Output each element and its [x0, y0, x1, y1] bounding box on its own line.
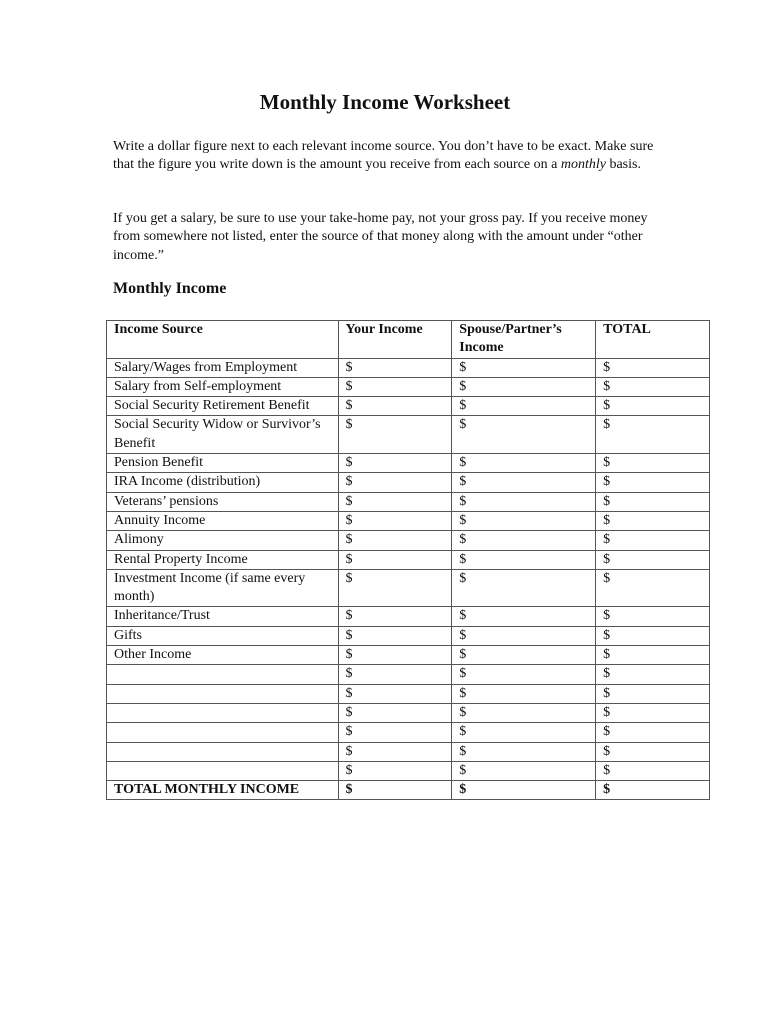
spouse-income-field[interactable]: $	[452, 569, 596, 607]
spouse-income-field[interactable]: $	[452, 511, 596, 530]
table-row	[107, 684, 710, 703]
total-row	[107, 781, 710, 800]
header-your-income: Your Income	[338, 321, 452, 359]
your-income-field[interactable]: $	[338, 377, 452, 396]
your-income-field[interactable]: $	[338, 646, 452, 665]
row-total-field[interactable]: $	[596, 703, 710, 722]
your-income-field[interactable]: $	[338, 723, 452, 742]
your-income-field[interactable]: $	[338, 761, 452, 780]
header-income-source: Income Source	[107, 321, 339, 359]
income-source-cell: Salary from Self-employment	[107, 377, 339, 396]
income-source-cell: Veterans’ pensions	[107, 492, 339, 511]
income-source-cell	[107, 742, 339, 761]
intro-text-start: Write a dollar figure next to each relevant income source. You don’t have to be exact. Make sure that the figure you write down is the amount you receive from each source on a	[113, 139, 654, 173]
spouse-income-field[interactable]: $	[452, 742, 596, 761]
spouse-income-field[interactable]: $	[452, 550, 596, 569]
table-row	[107, 397, 710, 416]
your-income-field[interactable]: $	[338, 607, 452, 626]
your-income-field[interactable]: $	[338, 473, 452, 492]
spouse-income-field[interactable]: $	[452, 646, 596, 665]
spouse-income-field[interactable]: $	[452, 684, 596, 703]
row-total-field[interactable]: $	[596, 358, 710, 377]
spouse-income-field[interactable]: $	[452, 607, 596, 626]
your-income-field[interactable]: $	[338, 511, 452, 530]
income-source-cell: IRA Income (distribution)	[107, 473, 339, 492]
spouse-income-field[interactable]: $	[452, 416, 596, 454]
income-source-cell: Pension Benefit	[107, 454, 339, 473]
spouse-income-field[interactable]: $	[452, 397, 596, 416]
income-source-cell	[107, 684, 339, 703]
row-total-field[interactable]: $	[596, 550, 710, 569]
your-income-field[interactable]: $	[338, 358, 452, 377]
your-income-field[interactable]: $	[338, 550, 452, 569]
your-income-field[interactable]: $	[338, 569, 452, 607]
your-income-field[interactable]: $	[338, 397, 452, 416]
row-total-field[interactable]: $	[596, 723, 710, 742]
your-income-field[interactable]: $	[338, 665, 452, 684]
row-total-field[interactable]: $	[596, 377, 710, 396]
total-label: TOTAL MONTHLY INCOME	[107, 781, 339, 800]
table-row	[107, 492, 710, 511]
grand-total-field[interactable]: $	[596, 781, 710, 800]
row-total-field[interactable]: $	[596, 569, 710, 607]
spouse-income-field[interactable]: $	[452, 473, 596, 492]
income-source-cell: Annuity Income	[107, 511, 339, 530]
spouse-income-field[interactable]: $	[452, 358, 596, 377]
table-row	[107, 626, 710, 645]
row-total-field[interactable]: $	[596, 626, 710, 645]
spouse-income-field[interactable]: $	[452, 665, 596, 684]
table-row	[107, 377, 710, 396]
your-income-field[interactable]: $	[338, 492, 452, 511]
income-source-cell: Alimony	[107, 531, 339, 550]
spouse-income-field[interactable]: $	[452, 761, 596, 780]
row-total-field[interactable]: $	[596, 761, 710, 780]
income-source-cell	[107, 723, 339, 742]
table-row	[107, 742, 710, 761]
your-income-field[interactable]: $	[338, 703, 452, 722]
your-income-field[interactable]: $	[338, 454, 452, 473]
section-heading: Monthly Income	[113, 280, 227, 297]
income-source-cell	[107, 665, 339, 684]
row-total-field[interactable]: $	[596, 646, 710, 665]
row-total-field[interactable]: $	[596, 684, 710, 703]
income-source-cell: Investment Income (if same every month)	[107, 569, 339, 607]
intro-text-end: basis.	[605, 157, 641, 173]
total-your-income-field[interactable]: $	[338, 781, 452, 800]
income-source-cell: Social Security Retirement Benefit	[107, 397, 339, 416]
table-row	[107, 665, 710, 684]
table-row	[107, 569, 710, 607]
page-title: Monthly Income Worksheet	[259, 90, 511, 114]
header-total: TOTAL	[596, 321, 710, 359]
row-total-field[interactable]: $	[596, 607, 710, 626]
spouse-income-field[interactable]: $	[452, 492, 596, 511]
row-total-field[interactable]: $	[596, 511, 710, 530]
row-total-field[interactable]: $	[596, 397, 710, 416]
spouse-income-field[interactable]: $	[452, 377, 596, 396]
table-row	[107, 511, 710, 530]
income-source-cell	[107, 761, 339, 780]
row-total-field[interactable]: $	[596, 454, 710, 473]
table-row	[107, 358, 710, 377]
row-total-field[interactable]: $	[596, 531, 710, 550]
table-row	[107, 761, 710, 780]
your-income-field[interactable]: $	[338, 531, 452, 550]
table-row	[107, 531, 710, 550]
table-row	[107, 646, 710, 665]
total-spouse-income-field[interactable]: $	[452, 781, 596, 800]
your-income-field[interactable]: $	[338, 416, 452, 454]
spouse-income-field[interactable]: $	[452, 703, 596, 722]
income-source-cell: Salary/Wages from Employment	[107, 358, 339, 377]
spouse-income-field[interactable]: $	[452, 454, 596, 473]
spouse-income-field[interactable]: $	[452, 531, 596, 550]
spouse-income-field[interactable]: $	[452, 626, 596, 645]
table-row	[107, 703, 710, 722]
table-row	[107, 723, 710, 742]
row-total-field[interactable]: $	[596, 742, 710, 761]
income-source-cell: Other Income	[107, 646, 339, 665]
income-source-cell	[107, 703, 339, 722]
intro-paragraph-2: If you get a salary, be sure to use your take-home pay, not your gross pay. If you receive money from somewhere not listed, enter the source of that money along with the amount under “other income.”	[113, 211, 648, 263]
table-row	[107, 473, 710, 492]
row-total-field[interactable]: $	[596, 492, 710, 511]
table-row	[107, 607, 710, 626]
header-spouse-income: Spouse/Partner’s Income	[452, 321, 596, 359]
income-table	[106, 320, 710, 800]
table-row	[107, 416, 710, 454]
spouse-income-field[interactable]: $	[452, 723, 596, 742]
intro-paragraph-1	[113, 138, 673, 175]
income-source-cell: Rental Property Income	[107, 550, 339, 569]
row-total-field[interactable]: $	[596, 665, 710, 684]
table-row	[107, 550, 710, 569]
income-source-cell: Social Security Widow or Survivor’s Benefit	[107, 416, 339, 454]
table-header-row	[107, 321, 710, 359]
row-total-field[interactable]: $	[596, 473, 710, 492]
intro-emphasis: monthly	[560, 157, 606, 173]
your-income-field[interactable]: $	[338, 684, 452, 703]
your-income-field[interactable]: $	[338, 742, 452, 761]
table-row	[107, 454, 710, 473]
income-source-cell: Inheritance/Trust	[107, 607, 339, 626]
income-source-cell: Gifts	[107, 626, 339, 645]
row-total-field[interactable]: $	[596, 416, 710, 454]
your-income-field[interactable]: $	[338, 626, 452, 645]
